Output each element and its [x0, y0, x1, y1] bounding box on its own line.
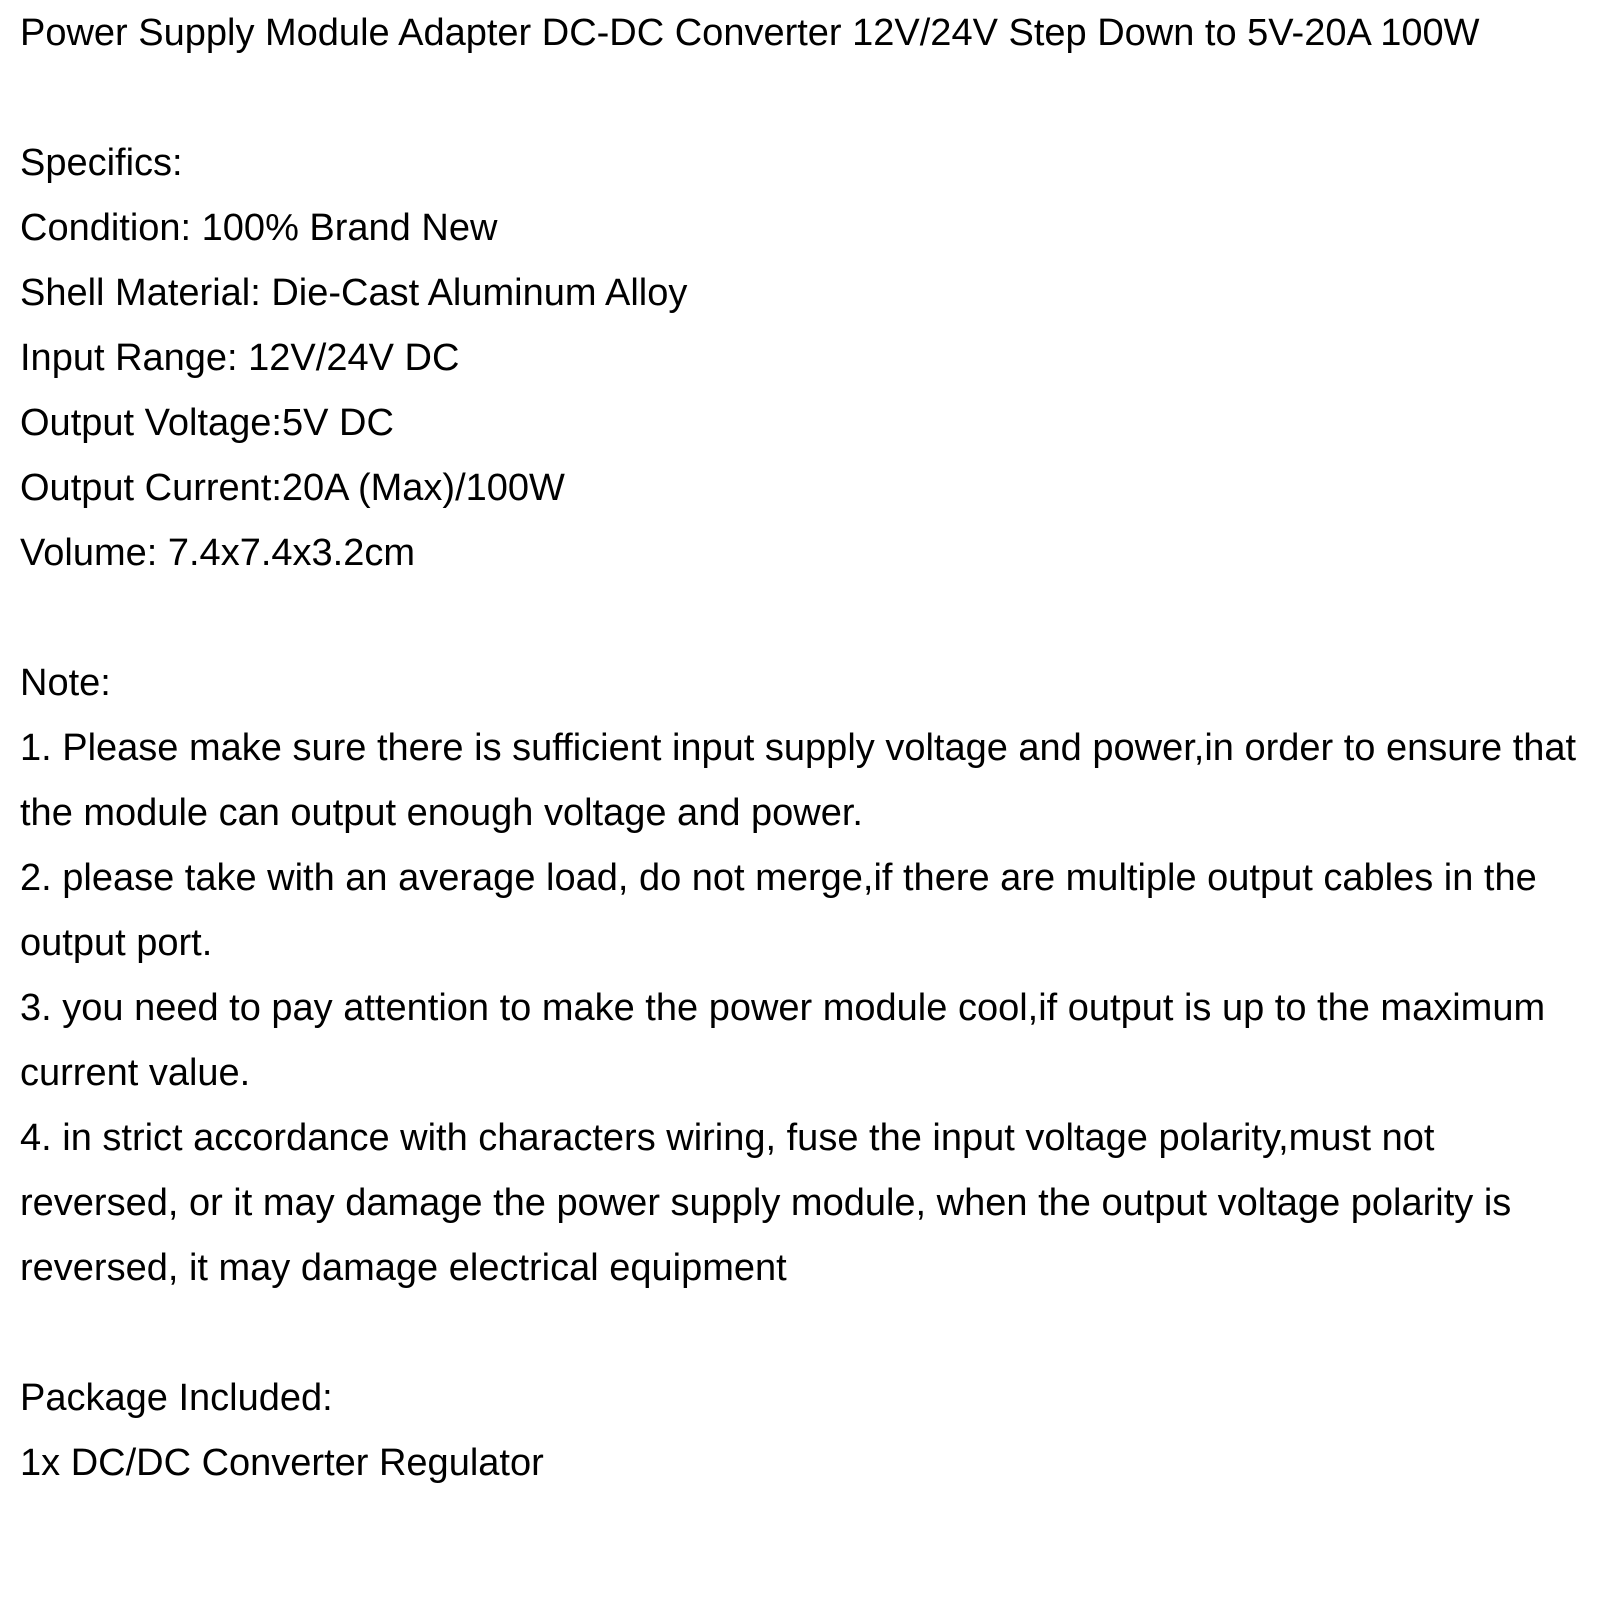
note-item-1: 1. Please make sure there is sufficient input supply voltage and power,in order to ensure that the module can output enough voltage and power. [20, 727, 1577, 834]
spec-output-voltage: Output Voltage:5V DC [20, 402, 394, 444]
note-item-3: 3. you need to pay attention to make the power module cool,if output is up to the maximum current value. [20, 987, 1546, 1094]
note-heading: Note: [20, 662, 111, 704]
note-section [20, 651, 1578, 1301]
spec-output-current: Output Current:20A (Max)/100W [20, 467, 565, 509]
spec-input-range: Input Range: 12V/24V DC [20, 337, 460, 379]
package-item-1: 1x DC/DC Converter Regulator [20, 1442, 544, 1484]
spec-shell-material: Shell Material: Die-Cast Aluminum Alloy [20, 272, 688, 314]
note-item-2: 2. please take with an average load, do not merge,if there are multiple output cables in the output port. [20, 857, 1537, 964]
spec-condition: Condition: 100% Brand New [20, 207, 498, 249]
specifics-section [20, 131, 1578, 586]
note-item-4: 4. in strict accordance with characters wiring, fuse the input voltage polarity,must not reversed, or it may damage the power supply module, when the output voltage polarity is reversed, it may damage electrical equipment [20, 1117, 1512, 1289]
specifics-heading: Specifics: [20, 142, 183, 184]
package-heading: Package Included: [20, 1377, 333, 1419]
product-title: Power Supply Module Adapter DC-DC Converter 12V/24V Step Down to 5V-20A 100W [20, 12, 1480, 54]
package-section [20, 1366, 1578, 1496]
spec-volume: Volume: 7.4x7.4x3.2cm [20, 532, 415, 574]
